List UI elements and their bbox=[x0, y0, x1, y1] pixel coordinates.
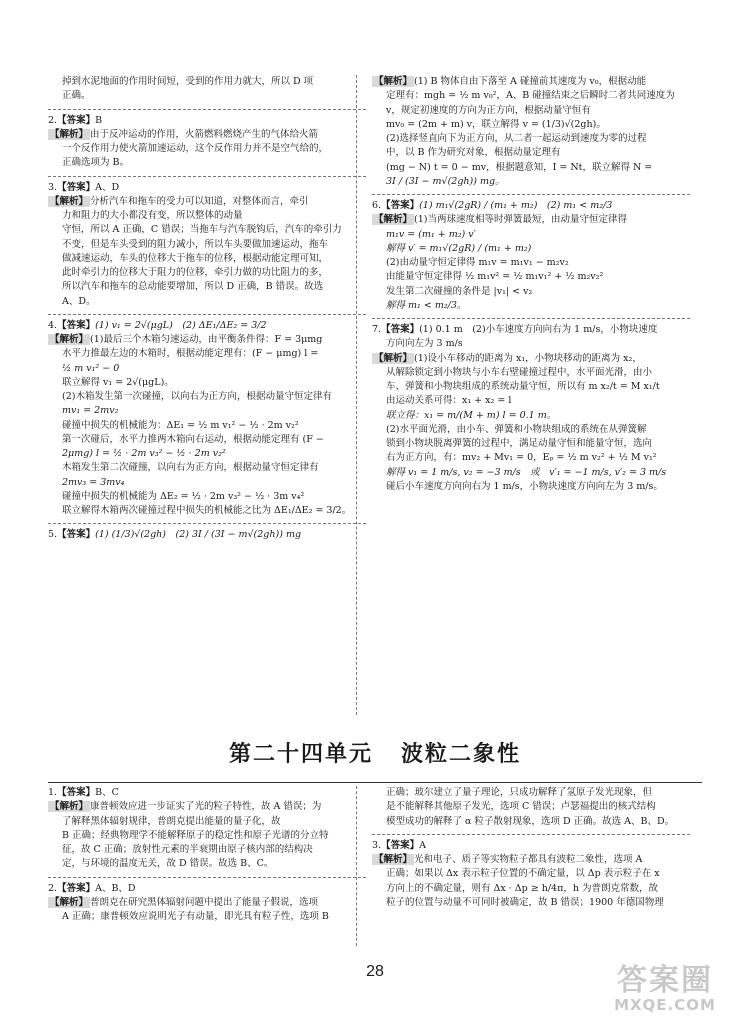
text-line: 发生第二次碰撞的条件是 |v₁| < v₂ bbox=[386, 285, 533, 297]
unit-label: 第二十四单元 bbox=[228, 742, 373, 767]
text-line: 由于反冲运动的作用，火箭燃料燃烧产生的气体给火箭 bbox=[90, 128, 319, 140]
text-line: (1)当两球速度相等时弹簧最短，由动量守恒定律得 bbox=[414, 214, 627, 226]
left-continuation bbox=[48, 75, 366, 110]
right-column bbox=[372, 75, 690, 503]
text-line: 木箱发生第二次碰撞，以向右为正方向，根据动量守恒定律有 bbox=[62, 462, 319, 474]
answer-label: 【答案】 bbox=[57, 114, 96, 126]
text-line: 此时牵引力的位移大于阻力的位移，牵引力做的功比阻力的多， bbox=[62, 267, 329, 278]
text-line: 是不能解释其他原子发光，选项 C 错误；卢瑟福提出的核式结构 bbox=[386, 801, 656, 813]
text-line: 做减速运动，车头的位移大于拖车的位移，根据动能定理可知， bbox=[62, 252, 329, 264]
question-6 bbox=[372, 199, 690, 319]
text-line: 方向上的不确定量，则有 Δx · Δp ≥ h/4π，h 为普朗克常数，故 bbox=[386, 882, 658, 894]
text-line: 中，以 B 作为研究对象，根据动量定理有 bbox=[386, 147, 561, 159]
equation-line: 2μmg) l = ½ · 2m v₃² − ½ · 2m v₂² bbox=[62, 448, 226, 459]
question-number: 6. bbox=[372, 200, 382, 211]
equation-line: 解得 m₁ < m₂/3。 bbox=[386, 299, 467, 311]
unit-title: 波粒二象性 bbox=[401, 742, 522, 767]
answer-text: A、D bbox=[95, 181, 120, 193]
bottom-right-column bbox=[372, 786, 690, 919]
equation-line: ½ m v₁² − 0 bbox=[62, 362, 120, 374]
explain-label: 【解析】 bbox=[374, 854, 413, 865]
answer-label: 【答案】 bbox=[381, 839, 420, 851]
question-3b bbox=[372, 839, 690, 915]
answer-label: 【答案】 bbox=[57, 787, 96, 798]
question-number: 2. bbox=[48, 882, 58, 894]
question-number: 7. bbox=[372, 324, 382, 335]
section-divider bbox=[48, 782, 702, 783]
text-line: 第一次碰后，水平力推两木箱向右运动，根据动能定理有 (F − bbox=[62, 433, 324, 445]
page-number: 28 bbox=[366, 963, 384, 980]
question-1 bbox=[48, 786, 366, 878]
watermark-logo bbox=[595, 965, 735, 1015]
explain-label: 【解析】 bbox=[50, 128, 89, 140]
text-line: 一个反作用力使火箭加速运动，这个反作用力并不是空气给的， bbox=[62, 143, 329, 154]
answer-label: 【答案】 bbox=[381, 200, 420, 211]
text-line: 了解释黑体辐射规律，普朗克提出能量的量子化，故 bbox=[62, 815, 281, 827]
text-line: 从解除锁定到小物块与小车右壁碰撞过程中，水平面光滑，由小 bbox=[386, 366, 653, 378]
answer-label: 【答案】 bbox=[57, 181, 96, 193]
explain-label: 【解析】 bbox=[50, 801, 89, 813]
answer-text: (1) 0.1 m (2)小车速度方向向右为 1 m/s，小物块速度 bbox=[419, 324, 658, 335]
answer-text: (1) (1/3)√(2gh) (2) 3I / (3I − m√(2gh)) mg bbox=[95, 529, 302, 541]
text-line: 由运动关系可得：x₁ + x₂ = l bbox=[386, 395, 512, 407]
answer-label: 【答案】 bbox=[381, 324, 420, 335]
text-line: 水平力推最左边的木箱时，根据动能定理有：(F − μmg) l = bbox=[62, 348, 319, 360]
text-line: (1) B 物体自由下落至 A 碰撞前其速度为 v₀，根据动能 bbox=[414, 76, 647, 87]
explain-label: 【解析】 bbox=[374, 352, 413, 364]
equation-line: mv₁ = 2mv₂ bbox=[62, 405, 119, 417]
text-line: v，规定初速度的方向为正方向，根据动量守恒有 bbox=[386, 104, 591, 116]
text-line: 碰撞中损失的机械能为：ΔE₁ = ½ m v₁² − ½ · 2m v₂² bbox=[62, 419, 299, 431]
equation-line: 3I / (3I − m√(2gh)) mg。 bbox=[386, 175, 505, 187]
explain-label: 【解析】 bbox=[374, 76, 413, 87]
text-line: 力和阻力的大小都没有变，所以整体的动量 bbox=[62, 210, 243, 221]
answer-text: (1) m₁√(2gR) / (m₁ + m₂) (2) m₁ < m₂/3 bbox=[419, 200, 613, 211]
text-line: (2)由动量守恒定律得 m₁v = m₁v₁ − m₂v₂ bbox=[386, 257, 569, 268]
question-number: 3. bbox=[372, 839, 382, 851]
text-line: 定理有：mgh = ½ m v₀²，A、B 碰撞结束之后瞬时二者共同速度为 bbox=[386, 90, 675, 102]
text-line: A、D。 bbox=[62, 295, 96, 307]
question-5-explanation bbox=[372, 75, 690, 195]
text-line: 光和电子、质子等实物粒子都具有波粒二象性，选项 A bbox=[414, 854, 643, 865]
text-line: 联立解得木箱两次碰撞过程中损失的机械能之比为 ΔE₁/ΔE₂ = 3/2。 bbox=[62, 505, 352, 516]
text-line: mv₀ = (2m + m) v，联立解得 v = (1/3)√(2gh)。 bbox=[386, 118, 606, 130]
watermark-text: 答案圈 bbox=[617, 963, 713, 998]
question-4 bbox=[48, 319, 366, 525]
text-line: 分析汽车和拖车的受力可以知道，对整体而言，牵引 bbox=[90, 195, 309, 207]
text-line: (1)设小车移动的距离为 x₁，小物块移动的距离为 x₂， bbox=[414, 352, 642, 364]
equation-line: 2mv₃ = 3mv₄ bbox=[62, 476, 125, 488]
text-line: B 正确；经典物理学不能解释原子的稳定性和原子光谱的分立特 bbox=[62, 829, 329, 841]
section-title bbox=[0, 738, 750, 771]
text-line: 普朗克在研究黑体辐射问题中提出了能量子假说，选项 bbox=[90, 896, 319, 908]
answer-label: 【答案】 bbox=[57, 529, 96, 541]
answer-text-cont: 方向向左为 3 m/s bbox=[386, 338, 463, 350]
text-line: 模型成功的解释了 α 粒子散射现象，选项 D 正确。故选 A、B、D。 bbox=[386, 815, 675, 827]
text-line: 守恒，所以 A 正确，C 错误；当拖车与汽车脱钩后，汽车的牵引力 bbox=[62, 224, 342, 236]
answer-text: B bbox=[95, 114, 103, 126]
question-2 bbox=[48, 114, 366, 177]
text-line: 康普顿效应进一步证实了光的粒子特性，故 A 错误；为 bbox=[90, 801, 322, 813]
text-line: 所以汽车和拖车的总动能要增加，所以 D 正确，B 错误。故选 bbox=[62, 281, 324, 293]
question-3 bbox=[48, 181, 366, 315]
equation-line: 联立得：x₁ = m/(M + m) l = 0.1 m。 bbox=[386, 409, 557, 421]
question-2b bbox=[48, 882, 366, 930]
question-number: 3. bbox=[48, 181, 58, 193]
text-line: 碰撞中损失的机械能为 ΔE₂ = ½ · 2m v₃² − ½ · 3m v₄² bbox=[62, 490, 305, 502]
equation-line: 解得 v₁ = 1 m/s, v₂ = −3 m/s 或 v′₁ = −1 m/s, v′₂ = 3 m/s bbox=[386, 466, 667, 478]
question-number: 1. bbox=[48, 787, 58, 798]
text-line: (mg − N) t = 0 − mv，根据题意知，I = Nt，联立解得 N = bbox=[386, 161, 653, 173]
watermark-url: MXQE.COM bbox=[614, 996, 716, 1014]
text-line: 正确；玻尔建立了量子理论，只成功解释了氢原子发光现象，但 bbox=[386, 787, 653, 798]
text-line: 征，故 C 正确；放射性元素的半衰期由原子核内部的结构决 bbox=[62, 844, 313, 855]
text-line: (2)木箱发生第一次碰撞，以向右为正方向，根据动量守恒定律有 bbox=[62, 391, 332, 402]
question-5 bbox=[48, 528, 366, 547]
equation-line: 解得 v′ = m₁√(2gR) / (m₁ + m₂) bbox=[386, 242, 532, 254]
text-line: (2)水平面光滑，由小车、弹簧和小物块组成的系统在从弹簧解 bbox=[386, 423, 647, 435]
explain-label: 【解析】 bbox=[50, 896, 89, 908]
text-line: 定，与环境的温度无关，故 D 错误。故选 B、C。 bbox=[62, 858, 274, 870]
explain-label: 【解析】 bbox=[50, 334, 89, 345]
text-line: 锁到小物块脱离弹簧的过程中，满足动量守恒和能量守恒，选向 bbox=[386, 438, 653, 449]
text-line: 由能量守恒定律得 ½ m₁v² = ½ m₁v₁² + ½ m₂v₂² bbox=[386, 271, 604, 283]
text-line: 右为正方向，有：mv₂ + Mv₁ = 0，Eₚ = ½ m v₂² + ½ M v₁² bbox=[386, 452, 657, 464]
text-line: 正确选项为 B。 bbox=[62, 157, 130, 169]
text-line: 不变，但是车头受到的阻力减小，所以车头要做加速运动，拖车 bbox=[62, 238, 329, 250]
text-line: 联立解得 v₁ = 2√(μgL)。 bbox=[62, 376, 174, 388]
text-line: 碰后小车速度方向向右为 1 m/s，小物块速度方向向左为 3 m/s。 bbox=[386, 480, 663, 492]
text-line: 车、弹簧和小物块组成的系统动量守恒，所以有 m x₂/t = M x₁/t bbox=[386, 381, 660, 392]
text-line: (1)最后三个木箱匀速运动，由平衡条件得：F = 3μmg bbox=[90, 334, 323, 345]
text-line: 粒子的位置与动量不可同时被确定，故 B 错误；1900 年德国物理 bbox=[386, 896, 664, 908]
text-line: 正确；如果以 Δx 表示粒子位置的不确定量，以 Δp 表示粒子在 x bbox=[386, 868, 660, 880]
answer-text: A bbox=[419, 839, 426, 851]
answer-label: 【答案】 bbox=[57, 319, 96, 331]
explain-label: 【解析】 bbox=[50, 195, 89, 207]
column-divider bbox=[356, 75, 357, 715]
explain-label: 【解析】 bbox=[374, 214, 413, 226]
text-line: 掉到水泥地面的作用时间短，受到的作用力就大，所以 D 项 bbox=[62, 76, 314, 87]
answer-text: A、B、D bbox=[95, 882, 136, 894]
equation-line: m₁v = (m₁ + m₂) v′ bbox=[386, 228, 476, 240]
answer-text: (1) v₁ = 2√(μgL) (2) ΔE₁/ΔE₂ = 3/2 bbox=[95, 319, 267, 331]
question-number: 2. bbox=[48, 114, 58, 126]
question-number: 5. bbox=[48, 529, 58, 541]
text-line: (2)选择竖直向下为正方向，从二者一起运动到速度为零的过程 bbox=[386, 133, 647, 144]
bottom-left-column bbox=[48, 786, 366, 933]
question-7 bbox=[372, 323, 690, 499]
left-column bbox=[48, 75, 366, 552]
text-line: A 正确；康普顿效应说明光子有动量，即光具有粒子性，选项 B bbox=[62, 911, 329, 922]
question-number: 4. bbox=[48, 319, 58, 331]
answer-label: 【答案】 bbox=[57, 882, 96, 894]
bottom-right-continuation bbox=[372, 786, 690, 835]
answer-text: B、C bbox=[95, 787, 119, 798]
text-line: 正确。 bbox=[62, 90, 91, 102]
